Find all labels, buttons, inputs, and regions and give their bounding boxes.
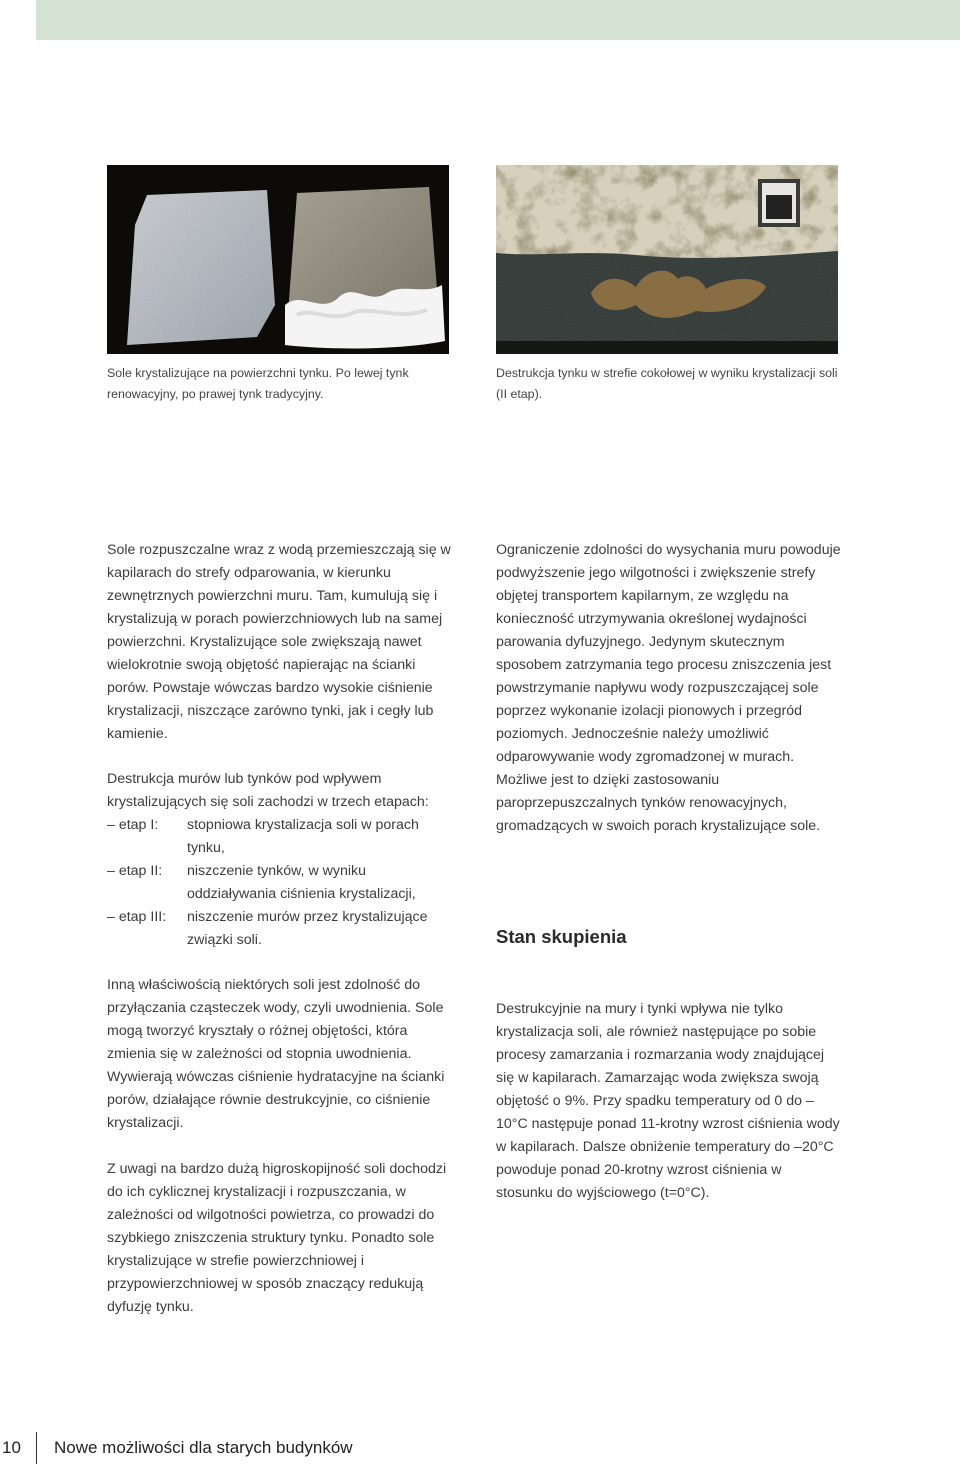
- photo-plinth-destruction-image: [496, 165, 838, 354]
- list-item: [107, 814, 467, 860]
- section-heading: Stan skupienia: [496, 926, 627, 947]
- paragraph-freezing: Destrukcyjnie na mury i tynki wpływa nie tylko krystalizacja soli, ale również następujące po sobie procesy zamarzania i rozmarzania wody znajdującej się w kapilarach. Zamarzając woda zwiększa swoją objętość o 9%. Przy spadku temperatury od 0 do –10°C następuje ponad 11-krotny wzrost ciśnienia wody w kapilarach. Dalsze obniżenie temperatury do –20°C powoduje ponad 20-krotny wzrost ciśnienia w stosunku do wyjściowego (t=0°C).: [496, 1001, 840, 1201]
- stage-label: – etap II:: [107, 863, 163, 879]
- stage-text: niszczenie murów przez krystalizujące związki soli.: [187, 909, 428, 948]
- paragraph-hygroscopicity: Z uwagi na bardzo dużą higroskopijność soli dochodzi do ich cyklicznej krystalizacji i rozpuszczania, w zależności od wilgotności powietrza, co prowadzi do szybkiego zniszczenia struktury tynku. Ponadto sole krystalizujące w strefie powierzchniowej i przypowierzchniowej w sposób znaczący redukują dyfuzję tynku.: [107, 1161, 447, 1315]
- stage-text: niszczenie tynków, w wyniku oddziaływania ciśnienia krystalizacji,: [187, 863, 416, 902]
- top-color-bar: [36, 0, 960, 40]
- paragraph-salt-migration: Sole rozpuszczalne wraz z wodą przemieszczają się w kapilarach do strefy odparowania, w kierunku zewnętrznych powierzchni muru. Tam, kumulują się i krystalizują w porach powierzchniowych lub na samej powierzchni. Krystalizujące sole zwiększają nawet wielokrotnie swoją objętość napierając na ścianki porów. Powstaje wówczas bardzo wysokie ciśnienie krystalizacji, niszczące zarówno tynki, jak i cegły lub kamienie.: [107, 542, 451, 742]
- stage-label: – etap III:: [107, 909, 167, 925]
- caption-left: Sole krystalizujące na powierzchni tynku. Po lewej tynk renowacyjny, po prawej tynk tradycyjny.: [107, 366, 409, 401]
- page-number: 10: [2, 1438, 21, 1457]
- list-item: [107, 906, 467, 952]
- paragraph-destruction-stages-intro: Destrukcja murów lub tynków pod wpływem krystalizujących się soli zachodzi w trzech etapach:: [107, 771, 429, 810]
- photo-plinth-destruction: [496, 165, 838, 354]
- photo-salt-crystals-image: [107, 165, 449, 354]
- caption-right: Destrukcja tynku w strefie cokołowej w wyniku krystalizacji soli (II etap).: [496, 366, 838, 401]
- list-item: [107, 860, 467, 906]
- paragraph-drying-limitation: Ograniczenie zdolności do wysychania muru powoduje podwyższenie jego wilgotności i zwiększenie strefy objętej transportem kapilarnym, ze względu na konieczność utrzymywania określonej wydajności parowania dyfuzyjnego. Jedynym skutecznym sposobem zatrzymania tego procesu zniszczenia jest powstrzymanie napływu wody rozpuszczającej sole poprzez wykonanie izolacji pionowych i przegród poziomych. Jednocześnie należy umożliwić odparowywanie wody zgromadzonej w murach. Możliwe jest to dzięki zastosowaniu paroprzepuszczalnych tynków renowacyjnych, gromadzących w swoich porach krystalizujące sole.: [496, 542, 841, 834]
- paragraph-hydration: Inną właściwością niektórych soli jest zdolność do przyłączania cząsteczek wody, czyli uwodnienia. Sole mogą tworzyć kryształy o różnej objętości, która zmienia się w zależności od stopnia uwodnienia. Wywierają wówczas ciśnienie hydratacyjne na ścianki porów, działające równie destrukcyjnie, co ciśnienie krystalizacji.: [107, 977, 445, 1131]
- footer-divider: [36, 1432, 37, 1464]
- photo-salt-crystals: [107, 165, 449, 354]
- destruction-stages-list: [107, 814, 467, 952]
- footer-title: Nowe możliwości dla starych budynków: [54, 1438, 353, 1457]
- stage-text: stopniowa krystalizacja soli w porach tynku,: [187, 817, 419, 856]
- stage-label: – etap I:: [107, 817, 159, 833]
